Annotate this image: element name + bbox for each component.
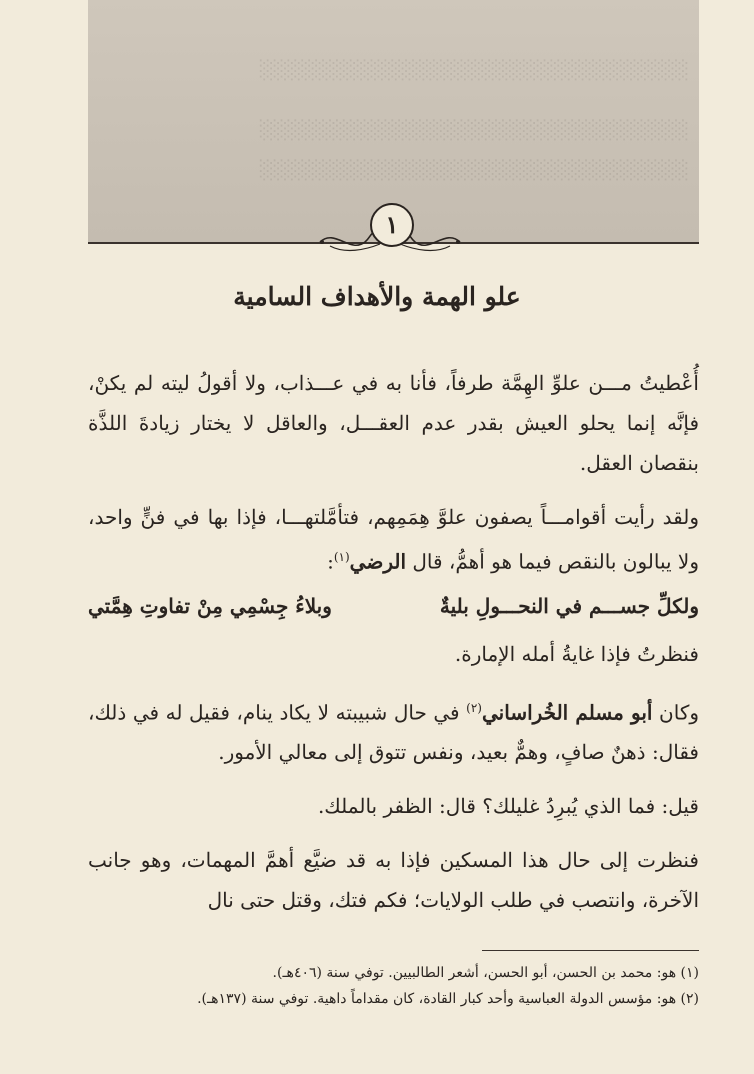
paragraph [88, 688, 699, 773]
paragraph [88, 497, 699, 582]
chapter-title: علو الهمة والأهداف السامية [233, 282, 521, 311]
colon: : [327, 549, 334, 574]
poem-verse [88, 586, 699, 626]
footnote-ref: (١) [333, 550, 350, 564]
paragraph-text: وكان [659, 700, 700, 725]
bleed-through-text: ░░░░░░░░░░░░░░░░░░░░░░░░░░░░░░░ [259, 120, 689, 141]
chapter-ornament [310, 198, 470, 258]
footnote: (١) هو: محمد بن الحسن، أبو الحسن، أشعر الطالبيين. توفي سنة (٤٠٦هـ). [272, 965, 699, 981]
paragraph-text: ولقد رأيت أقوامـــاً يصفون علوَّ هِمَمِهم، فتأمَّلتهـــا، فإذا بها في فنٍّ واحد، ولا يبالون بالنقص فيما هو أهمُّ، قال [88, 505, 699, 574]
footnote: (٢) هو: مؤسس الدولة العباسية وأحد كبار القادة، كان مقداماً داهية. توفي سنة (١٣٧هـ). [197, 991, 699, 1007]
person-name: أبو مسلم الخُراساني [481, 700, 653, 725]
poem-second-hemistich: وبلاءُ جِسْمِي مِنْ تفاوتِ هِمَّتي [88, 593, 332, 618]
footnote-divider [482, 950, 699, 951]
paragraph: فنظرتُ فإذا غايةُ أمله الإمارة. [454, 641, 699, 666]
chapter-body [88, 363, 699, 934]
footnote-ref: (٢) [466, 700, 482, 715]
bleed-through-text: ░░░░░░░░░░░░░░░░░░░░░░░░░░░░░░░ [259, 160, 689, 181]
paragraph-text: في حال شبيبته لا يكاد ينام، فقيل له في ذلك، فقال: ذهنٌ صافٍ، وهمٌّ بعيد، ونفس تتوق إلى معالي الأمور. [88, 700, 699, 765]
paragraph: قيل: فما الذي يُبرِدُ غليلك؟ قال: الظفر بالملك. [317, 794, 699, 819]
bleed-through-text: ░░░░░░░░░░░░░░░░░░░░░░░░░░░░░░░ [259, 60, 689, 81]
poem-first-hemistich: ولكلِّ جســـم في النحـــولِ بليةٌ [439, 593, 699, 618]
paragraph: فنظرت إلى حال هذا المسكين فإذا به قد ضيَّع أهمَّ المهمات، وهو جانب الآخرة، وانتصب في طلب الولايات؛ فكم فتك، وقتل حتى نال [88, 848, 699, 913]
paragraph: أُعْطيتُ مـــن علوِّ الهِمَّة طرفاً، فأنا به في عـــذاب، ولا أقولُ ليته لم يكنْ، فإنَّه إنما يحلو العيش بقدر عدم العقـــل، والعاقل لا يختار زيادةَ اللذَّة بنقصان العقل. [88, 371, 699, 475]
chapter-number: ١ [370, 203, 414, 247]
footnotes [88, 960, 699, 1012]
person-name: الرضي [349, 549, 407, 574]
